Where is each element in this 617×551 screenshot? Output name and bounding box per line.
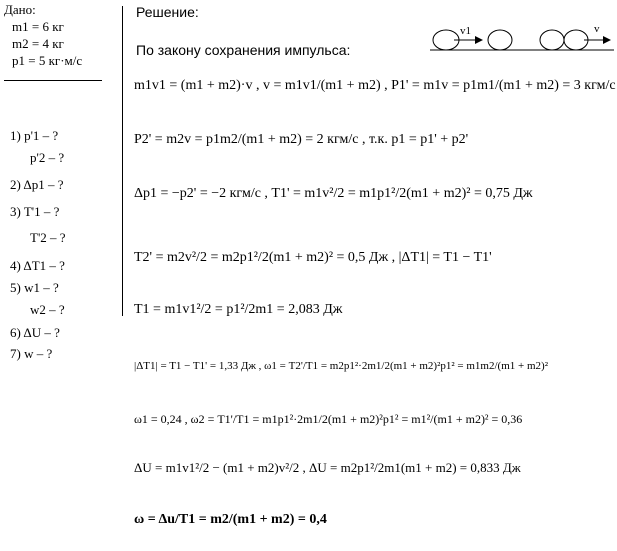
given-line-m1: m1 = 6 кг [12,19,64,34]
question-1b: p'2 – ? [30,150,65,165]
question-5b: w2 – ? [30,302,65,317]
given-divider [4,80,102,81]
equation-2: P2' = m2v = p1m2/(m1 + m2) = 2 кгм/с , т.к. p1 = p1' + p2' [134,132,469,147]
question-3: 3) T'1 – ? [10,204,60,219]
given-line-m2: m2 = 4 кг [12,36,64,51]
ball-2 [488,30,512,50]
vertical-divider [122,6,123,316]
solution-title: Решение: [136,4,199,20]
question-6: 6) ΔU – ? [10,325,60,340]
v1-label: v1 [460,25,471,37]
equation-7: ω1 = 0,24 , ω2 = T1'/T1 = m1p1²·2m1/2(m1 + m2)²p1² = m1²/(m1 + m2)² = 0,36 [134,412,523,426]
given-line-p1: p1 = 5 кг·м/с [12,53,83,68]
equation-4: T2' = m2v²/2 = m2p1²/2(m1 + m2)² = 0,5 Дж , |ΔT1| = T1 − T1' [134,250,492,265]
equation-3: Δp1 = −p2' = −2 кгм/с , T1' = m1v²/2 = m1p1²/2(m1 + m2)² = 0,75 Дж [134,186,533,201]
equation-9: ω = Δu/T1 = m2/(m1 + m2) = 0,4 [134,512,327,527]
ball-3 [540,30,564,50]
question-7: 7) w – ? [10,346,53,361]
law-statement: По закону сохранения импульса: [136,42,351,58]
given-title: Дано: [4,2,36,17]
equation-5: T1 = m1v1²/2 = p1²/2m1 = 2,083 Дж [134,302,343,317]
question-2: 2) Δp1 – ? [10,177,64,192]
question-5: 5) w1 – ? [10,280,59,295]
equation-1: m1v1 = (m1 + m2)·v , v = m1v1/(m1 + m2) , P1' = m1v = p1m1/(m1 + m2) = 3 кгм/с [134,78,616,93]
equation-8: ΔU = m1v1²/2 − (m1 + m2)v²/2 , ΔU = m2p1²/2m1(m1 + m2) = 0,833 Дж [134,460,521,475]
question-1: 1) p'1 – ? [10,128,59,143]
v-label: v [594,23,600,35]
question-4: 4) ΔT1 – ? [10,258,65,273]
collision-figure [428,18,616,58]
question-3b: T'2 – ? [30,230,66,245]
equation-6: |ΔT1| = T1 − T1' = 1,33 Дж , ω1 = T2'/T1 = m2p1²·2m1/2(m1 + m2)²p1² = m1m2/(m1 + m2)² [134,360,548,372]
